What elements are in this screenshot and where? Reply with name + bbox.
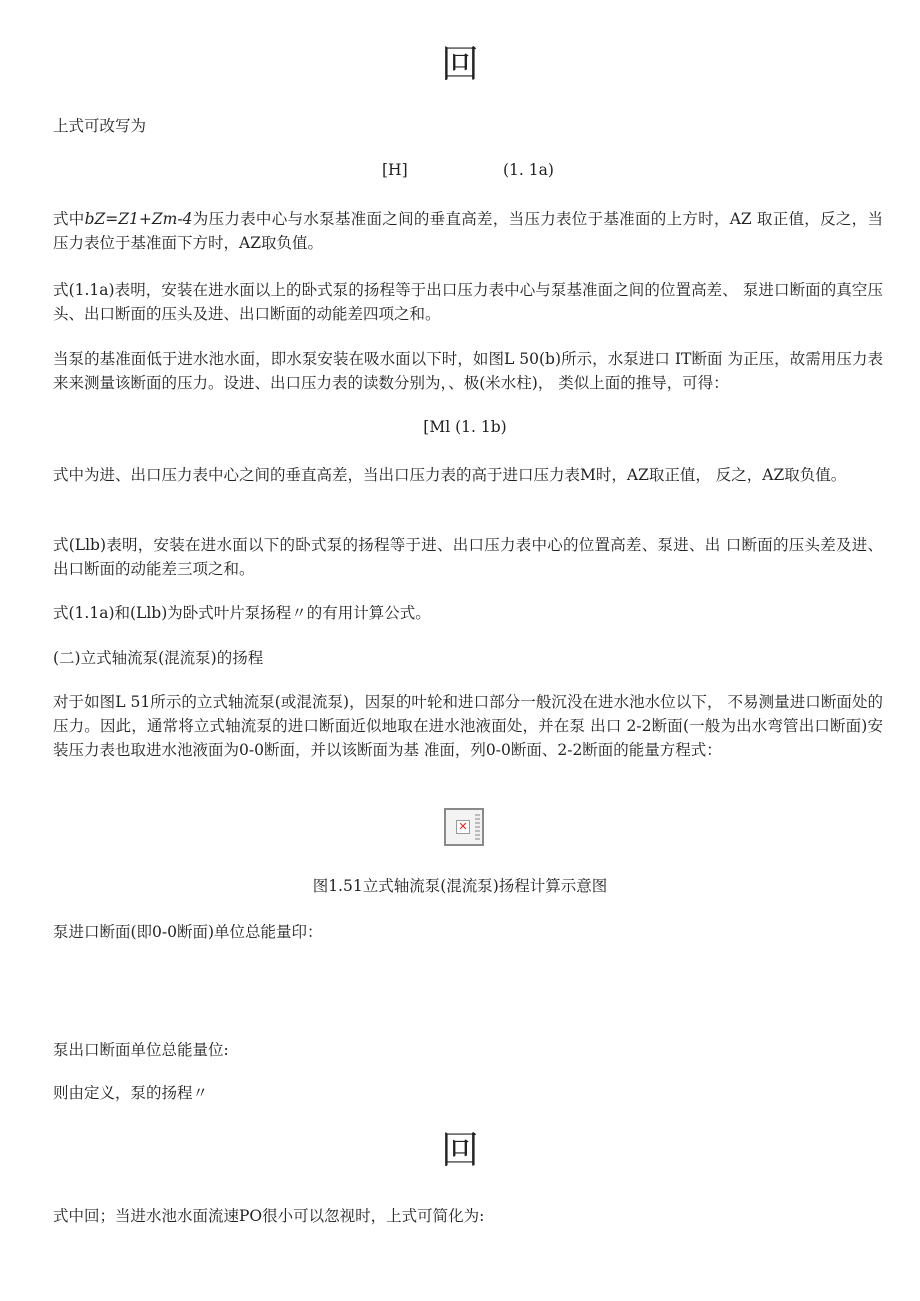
inline-formula: bZ=Z1+Zm-4 <box>84 210 193 228</box>
formula-1a-number: (1. 1a) <box>503 161 554 179</box>
paragraph-5: 式(Llb)表明，安装在进水面以下的卧式泵的扬程等于进、出口压力表中心的位置高差、泵进、出 口断面的压头差及进、出口断面的动能差三项之和。 <box>53 536 883 578</box>
formula-1a-lhs: [H] <box>382 161 408 179</box>
paragraph-7: 对于如图L 51所示的立式轴流泵(或混流泵)，因泵的叶轮和进口部分一般沉没在进水池水位以下， 不易测量进口断面处的压力。因此，通常将立式轴流泵的进口断面近似地取在进水池液面处，并在泵 出口 2-2断面(一般为出水弯管出口断面)安装压力表也取进水池液面为0-0断面，并以该断面为基 准面，列0-0断面、2-2断面的能量方程式： <box>53 693 883 759</box>
paragraph-1: 式中bZ=Z1+Zm-4为压力表中心与水泵基准面之间的垂直高差，当压力表位于基准面的上方时，AZ 取正值，反之，当压力表位于基准面下方时，AZ取负值。 <box>53 210 883 252</box>
formula-1b: [Ml (1. 1b) <box>423 418 507 436</box>
section-heading: (二)立式轴流泵(混流泵)的扬程 <box>53 649 264 667</box>
paragraph-9: 泵出口断面单位总能量位: <box>53 1041 229 1059</box>
paragraph-4: 式中为进、出口压力表中心之间的垂直高差，当出口压力表的高于进口压力表M时，AZ取正值， 反之，AZ取负值。 <box>53 466 847 484</box>
formula-placeholder-bottom: 回 <box>440 1128 479 1172</box>
formula-placeholder-top: 回 <box>440 42 479 86</box>
paragraph-6: 式(1.1a)和(Llb)为卧式叶片泵扬程〃的有用计算公式。 <box>53 604 431 622</box>
text-rewrite-intro: 上式可改写为 <box>53 117 147 135</box>
paragraph-2: 式(1.1a)表明，安装在进水面以上的卧式泵的扬程等于出口压力表中心与泵基准面之间的位置高差、 泵进口断面的真空压头、出口断面的压头及进、出口断面的动能差四项之和。 <box>53 281 883 323</box>
paragraph-11: 式中回；当进水池水面流速PO很小可以忽视时，上式可简化为: <box>53 1207 485 1225</box>
figure-caption: 图1.51立式轴流泵(混流泵)扬程计算示意图 <box>312 877 608 895</box>
paragraph-10: 则由定义，泵的扬程〃 <box>53 1084 209 1102</box>
broken-image-icon: ✕ <box>444 808 484 846</box>
paragraph-3: 当泵的基准面低于进水池水面，即水泵安装在吸水面以下时，如图L 50(b)所示，水泵进口 IT断面 为正压，故需用压力表来来测量该断面的压力。设进、出口压力表的读数分别为，、极(米水柱)， 类似上面的推导，可得： <box>53 350 883 392</box>
paragraph-8: 泵进口断面(即0-0断面)单位总能量印： <box>53 923 323 941</box>
